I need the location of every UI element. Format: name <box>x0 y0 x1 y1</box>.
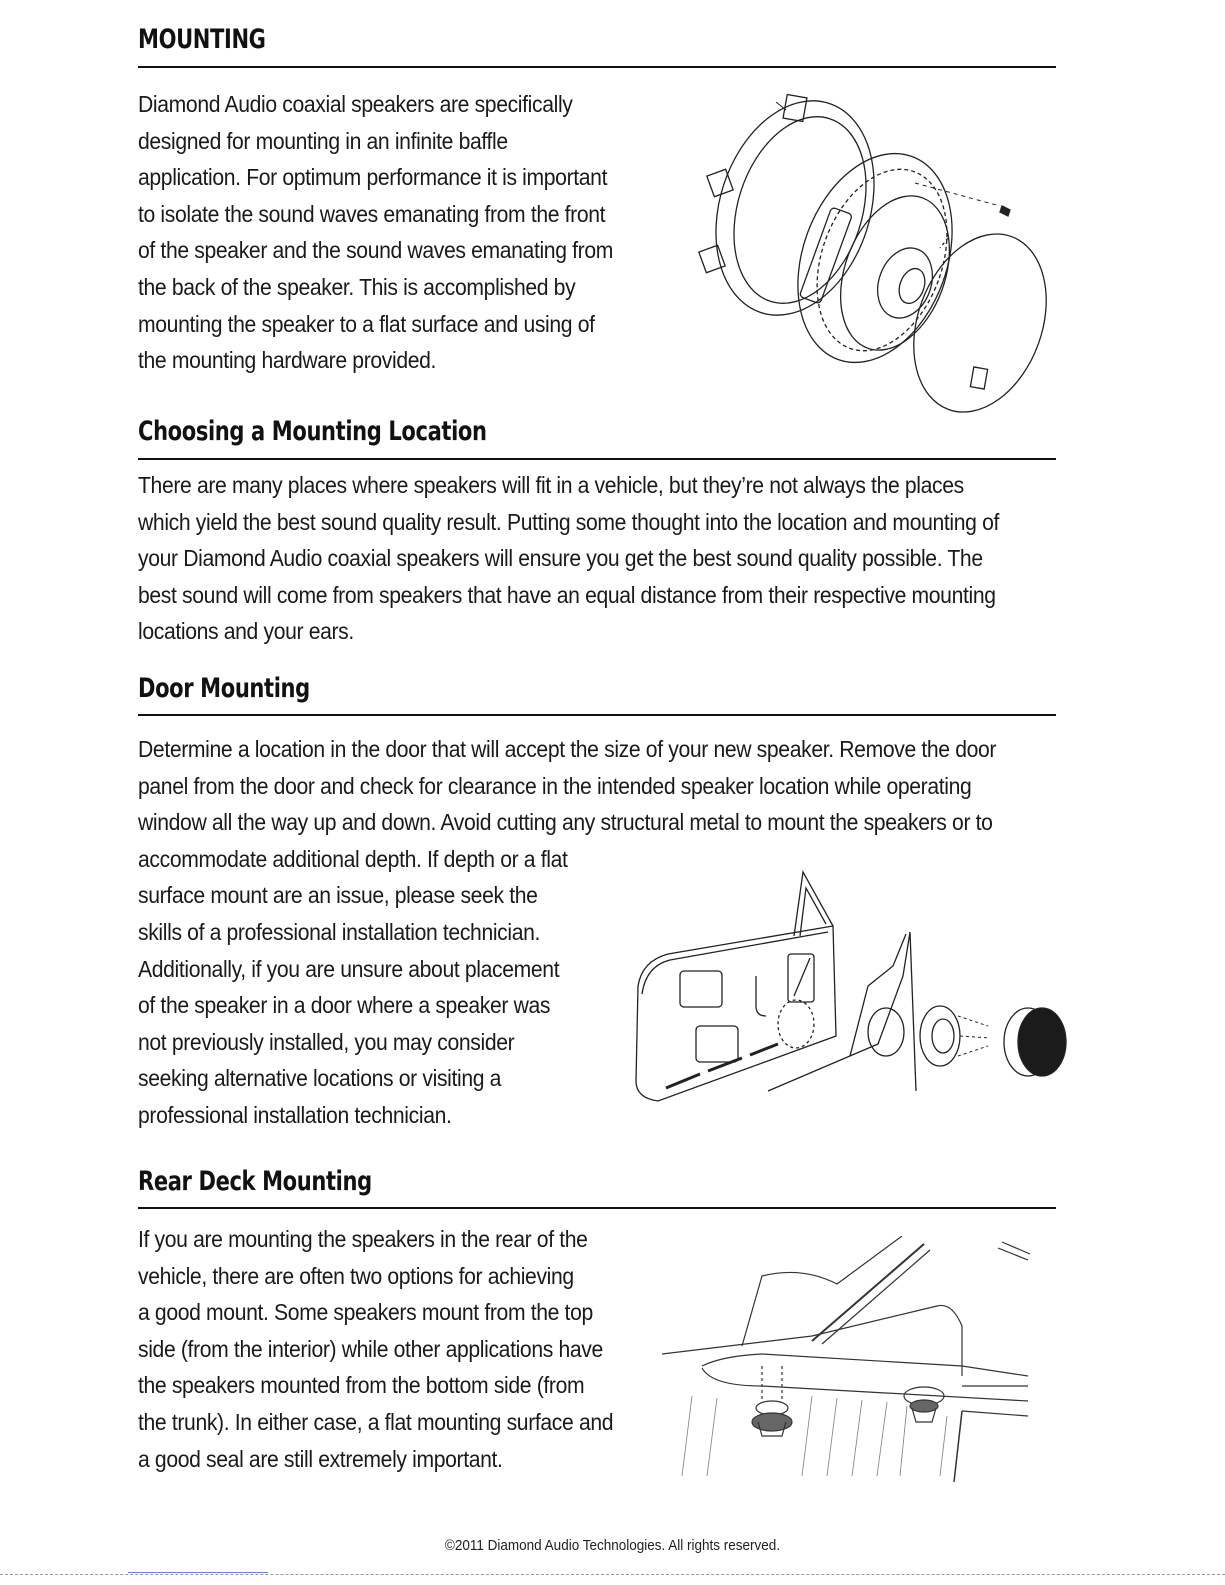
heading-rule <box>138 1207 1056 1209</box>
paragraph-line: application. For optimum performance it is important <box>138 164 608 191</box>
section-heading-rear-deck-mounting: Rear Deck Mounting <box>138 1166 372 1197</box>
paragraph-line: panel from the door and check for clearance in the intended speaker location while operating <box>138 772 972 799</box>
paragraph-line: best sound will come from speakers that have an equal distance from their respective mounting <box>138 581 996 608</box>
rear-deck-speaker-illustration <box>662 1236 1042 1482</box>
paragraph-line: locations and your ears. <box>138 618 354 645</box>
speaker-exploded-view-illustration <box>690 88 1060 423</box>
paragraph-line: which yield the best sound quality result. Putting some thought into the location and mounting of <box>138 508 1000 535</box>
paragraph-line: Additionally, if you are unsure about placement <box>138 955 560 982</box>
heading-rule <box>138 458 1056 460</box>
door-panel-speaker-illustration <box>628 866 1068 1106</box>
heading-rule <box>138 66 1056 68</box>
heading-rule <box>138 714 1056 716</box>
paragraph-line: mounting the speaker to a flat surface and using of <box>138 310 595 337</box>
paragraph-line: designed for mounting in an infinite baffle <box>138 127 508 154</box>
paragraph-line: accommodate additional depth. If depth or a flat <box>138 845 568 872</box>
paragraph-line: a good mount. Some speakers mount from the top <box>138 1299 593 1326</box>
paragraph-line: professional installation technician. <box>138 1101 452 1128</box>
paragraph-line: If you are mounting the speakers in the rear of the <box>138 1226 588 1252</box>
paragraph-line: surface mount are an issue, please seek the <box>138 882 538 909</box>
paragraph-line: seeking alternative locations or visiting a <box>138 1065 502 1092</box>
choosing-paragraph <box>138 467 1095 650</box>
paragraph-line: vehicle, there are often two options for achieving <box>138 1262 574 1289</box>
paragraph-line: the speakers mounted from the bottom side (from <box>138 1372 585 1399</box>
paragraph-line: side (from the interior) while other applications have <box>138 1335 603 1362</box>
rear-paragraph <box>138 1221 666 1477</box>
paragraph-line: Determine a location in the door that will accept the size of your new speaker. Remove the door <box>138 736 997 762</box>
paragraph-line: of the speaker in a door where a speaker was <box>138 992 551 1019</box>
copyright-footer: ©2011 Diamond Audio Technologies. All rights reserved. <box>444 1537 781 1554</box>
paragraph-line: window all the way up and down. Avoid cutting any structural metal to mount the speakers or to <box>138 809 993 836</box>
paragraph-line: your Diamond Audio coaxial speakers will ensure you get the best sound quality possible. The <box>138 545 983 572</box>
paragraph-line: to isolate the sound waves emanating from the front <box>138 200 606 227</box>
paragraph-line: the trunk). In either case, a flat mounting surface and <box>138 1408 614 1435</box>
paragraph-line: a good seal are still extremely important. <box>138 1445 503 1472</box>
page-bottom-mark <box>128 1572 268 1573</box>
paragraph-line: the back of the speaker. This is accomplished by <box>138 273 576 300</box>
paragraph-line: not previously installed, you may consider <box>138 1028 515 1055</box>
paragraph-line: the mounting hardware provided. <box>138 347 437 374</box>
section-heading-choosing-location: Choosing a Mounting Location <box>138 416 487 447</box>
mounting-paragraph <box>138 86 666 379</box>
page-bottom-divider <box>0 1574 1225 1576</box>
paragraph-line: skills of a professional installation technician. <box>138 918 541 945</box>
paragraph-line: There are many places where speakers will fit in a vehicle, but they’re not always the places <box>138 472 964 498</box>
paragraph-line: of the speaker and the sound waves emanating from <box>138 237 613 264</box>
section-heading-door-mounting: Door Mounting <box>138 673 310 704</box>
section-heading-mounting: MOUNTING <box>138 24 266 55</box>
paragraph-line: Diamond Audio coaxial speakers are specifically <box>138 91 573 117</box>
